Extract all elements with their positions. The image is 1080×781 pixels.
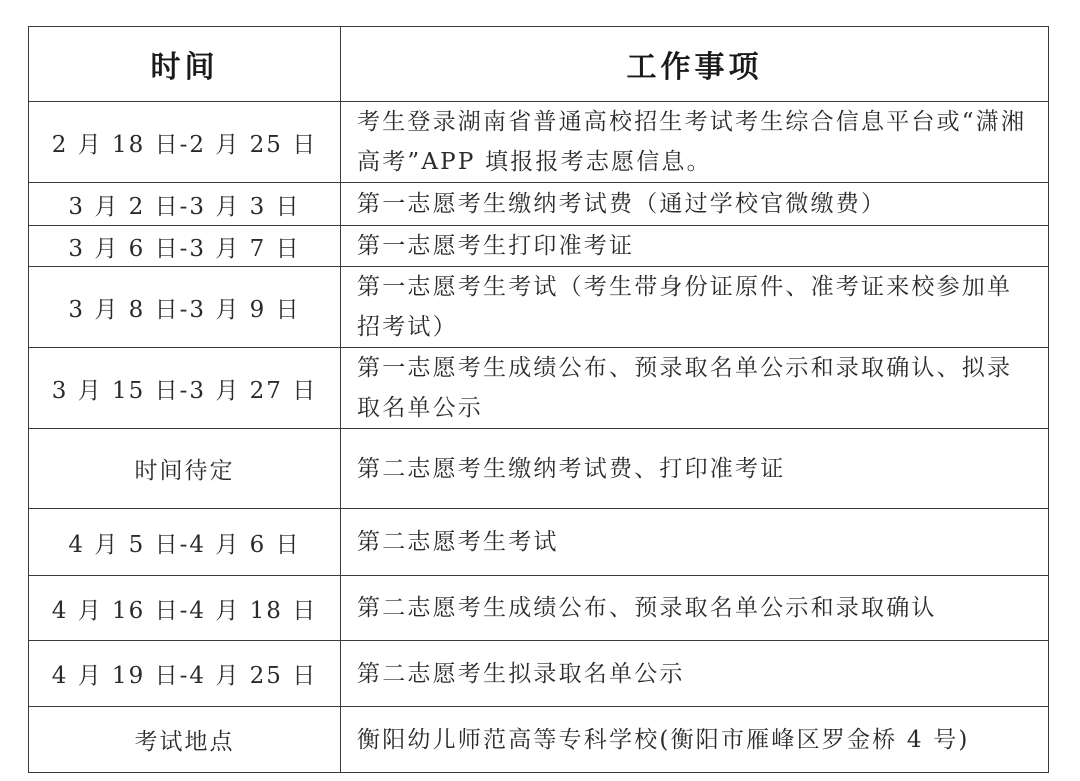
- item-cell: 衡阳幼儿师范高等专科学校(衡阳市雁峰区罗金桥 4 号): [341, 707, 1049, 773]
- time-cell: 3 月 8 日-3 月 9 日: [29, 267, 341, 348]
- time-cell: 4 月 16 日-4 月 18 日: [29, 576, 341, 641]
- item-cell: 第一志愿考生成绩公布、预录取名单公示和录取确认、拟录取名单公示: [341, 348, 1049, 429]
- header-item: 工作事项: [341, 27, 1049, 102]
- item-cell: 第二志愿考生考试: [341, 509, 1049, 576]
- table-row: [29, 183, 1049, 226]
- time-cell: 4 月 5 日-4 月 6 日: [29, 509, 341, 576]
- table-row: [29, 509, 1049, 576]
- header-time: 时间: [29, 27, 341, 102]
- table-row: [29, 226, 1049, 267]
- table-row: [29, 641, 1049, 707]
- time-cell: 3 月 15 日-3 月 27 日: [29, 348, 341, 429]
- item-cell: 第一志愿考生打印准考证: [341, 226, 1049, 267]
- table-row: [29, 348, 1049, 429]
- header-row: [29, 27, 1049, 102]
- schedule-table: [28, 26, 1049, 773]
- item-cell: 考生登录湖南省普通高校招生考试考生综合信息平台或“潇湘高考”APP 填报报考志愿信息。: [341, 102, 1049, 183]
- table-row: [29, 102, 1049, 183]
- item-cell: 第一志愿考生考试（考生带身份证原件、准考证来校参加单招考试）: [341, 267, 1049, 348]
- table-row: [29, 576, 1049, 641]
- item-cell: 第一志愿考生缴纳考试费（通过学校官微缴费）: [341, 183, 1049, 226]
- item-cell: 第二志愿考生拟录取名单公示: [341, 641, 1049, 707]
- item-cell: 第二志愿考生缴纳考试费、打印准考证: [341, 429, 1049, 509]
- table-row: [29, 429, 1049, 509]
- time-cell: 4 月 19 日-4 月 25 日: [29, 641, 341, 707]
- time-cell: 2 月 18 日-2 月 25 日: [29, 102, 341, 183]
- time-cell: 3 月 2 日-3 月 3 日: [29, 183, 341, 226]
- table-row: [29, 267, 1049, 348]
- time-cell: 考试地点: [29, 707, 341, 773]
- table-row: [29, 707, 1049, 773]
- time-cell: 时间待定: [29, 429, 341, 509]
- time-cell: 3 月 6 日-3 月 7 日: [29, 226, 341, 267]
- item-cell: 第二志愿考生成绩公布、预录取名单公示和录取确认: [341, 576, 1049, 641]
